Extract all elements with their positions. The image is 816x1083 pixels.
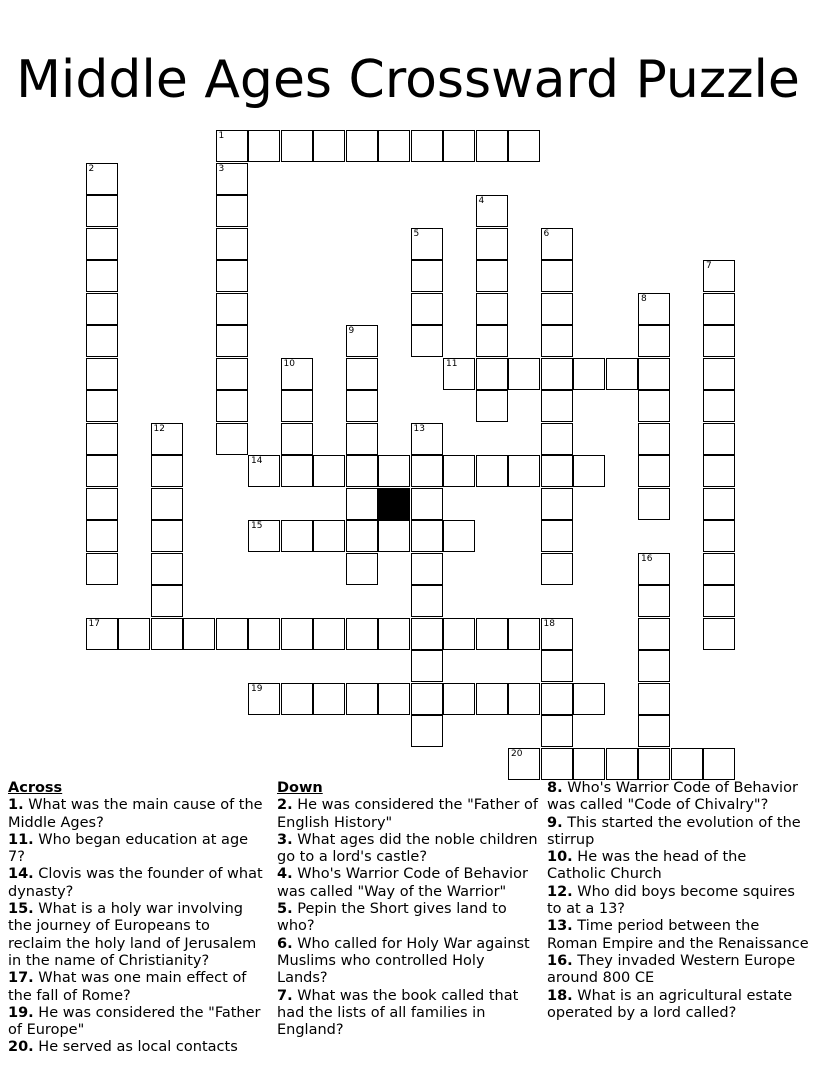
clue-text: What was one main effect of the fall of Rome? — [8, 970, 247, 1004]
grid-cell[interactable] — [86, 163, 118, 195]
grid-cell[interactable] — [541, 260, 573, 292]
grid-cell[interactable] — [508, 618, 540, 650]
grid-cell[interactable] — [411, 585, 443, 617]
grid-cell[interactable] — [508, 683, 540, 715]
grid-cell[interactable] — [541, 390, 573, 422]
grid-cell[interactable] — [638, 748, 670, 780]
grid-cell[interactable] — [508, 748, 540, 780]
clue-number: 17 — [88, 618, 100, 629]
grid-cell[interactable] — [411, 553, 443, 585]
grid-cell[interactable] — [443, 618, 475, 650]
clue-number: 8 — [641, 293, 647, 304]
clue-num: 11. — [8, 831, 34, 848]
grid-cell[interactable] — [638, 293, 670, 325]
grid-cell[interactable] — [281, 455, 313, 487]
grid-cell[interactable] — [281, 683, 313, 715]
grid-cell[interactable] — [151, 585, 183, 617]
grid-cell[interactable] — [443, 683, 475, 715]
grid-cell[interactable] — [378, 683, 410, 715]
grid-cell[interactable] — [508, 455, 540, 487]
grid-cell[interactable] — [476, 260, 508, 292]
grid-cell[interactable] — [216, 293, 248, 325]
grid-cell[interactable] — [638, 455, 670, 487]
grid-cell[interactable] — [86, 358, 118, 390]
grid-cell[interactable] — [86, 488, 118, 520]
down-heading: Down — [277, 780, 323, 796]
grid-cell[interactable] — [248, 618, 280, 650]
clue-number: 20 — [511, 748, 523, 759]
grid-cell[interactable] — [573, 748, 605, 780]
grid-cell[interactable] — [216, 130, 248, 162]
across-clue — [8, 866, 263, 901]
across-clue — [8, 797, 263, 832]
grid-cell[interactable] — [573, 455, 605, 487]
clue-num: 9. — [547, 814, 563, 831]
grid-cell[interactable] — [248, 455, 280, 487]
clue-number: 14 — [251, 456, 263, 466]
down-clue — [547, 918, 809, 953]
grid-cell[interactable] — [281, 130, 313, 162]
clue-number: 1 — [218, 131, 225, 141]
grid-cell[interactable] — [476, 195, 508, 227]
down-clue — [277, 988, 539, 1040]
clue-number: 12 — [153, 423, 165, 434]
clue-num: 10. — [547, 849, 573, 866]
grid-cell[interactable] — [638, 488, 670, 520]
grid-cell[interactable] — [541, 683, 573, 715]
down-clue — [277, 832, 539, 867]
grid-cell[interactable] — [508, 358, 540, 390]
grid-cell[interactable] — [411, 683, 443, 715]
clue-num: 17. — [8, 970, 34, 987]
grid-cell[interactable] — [638, 585, 670, 617]
clue-text: Who began education at age 7? — [8, 831, 249, 866]
down-clue — [547, 780, 809, 815]
grid-cell[interactable] — [313, 683, 345, 715]
grid-cell[interactable] — [346, 358, 378, 390]
across-clues — [8, 780, 263, 1057]
grid-cell[interactable] — [638, 715, 670, 747]
grid-cell[interactable] — [411, 325, 443, 357]
grid-cell[interactable] — [703, 358, 735, 390]
grid-cell[interactable] — [281, 618, 313, 650]
down-clue — [547, 815, 809, 850]
grid-cell[interactable] — [411, 228, 443, 260]
grid-cell[interactable] — [703, 618, 735, 650]
grid-cell[interactable] — [248, 130, 280, 162]
grid-cell[interactable] — [216, 195, 248, 227]
grid-cell[interactable] — [411, 520, 443, 552]
clue-num: 5. — [277, 901, 293, 918]
grid-cell[interactable] — [216, 358, 248, 390]
clue-text: He was the head of the Catholic Church — [547, 849, 747, 883]
grid-cell[interactable] — [703, 488, 735, 520]
clue-number: 10 — [283, 358, 295, 369]
clue-num: 7. — [277, 987, 293, 1004]
grid-cell[interactable] — [281, 520, 313, 552]
clue-num: 8. — [547, 780, 563, 796]
clue-number: 11 — [446, 358, 458, 369]
clue-num: 4. — [277, 866, 293, 883]
clue-num: 18. — [547, 987, 573, 1004]
down-clue — [547, 884, 809, 919]
grid-cell[interactable] — [216, 325, 248, 357]
clue-text: He was considered the "Father of Europe" — [8, 1004, 261, 1039]
grid-cell[interactable] — [443, 130, 475, 162]
clue-text: What is an agricultural estate operated by a lord called? — [547, 987, 793, 1021]
grid-cell[interactable] — [638, 618, 670, 650]
down-clue — [547, 953, 809, 988]
grid-cell[interactable] — [476, 358, 508, 390]
grid-cell[interactable] — [411, 650, 443, 682]
clue-text: What was the book called that had the lists of all families in England? — [277, 987, 519, 1039]
clue-text: What was the main cause of the Middle Ages? — [8, 797, 263, 831]
grid-cell[interactable] — [638, 650, 670, 682]
grid-cell[interactable] — [541, 293, 573, 325]
grid-cell[interactable] — [638, 423, 670, 455]
grid-cell[interactable] — [346, 455, 378, 487]
grid-cell[interactable] — [216, 163, 248, 195]
grid-cell[interactable] — [313, 520, 345, 552]
clue-num: 16. — [547, 952, 573, 969]
down-clue — [277, 797, 539, 832]
grid-cell[interactable] — [411, 260, 443, 292]
clue-num: 14. — [8, 866, 34, 883]
clue-num: 2. — [277, 797, 293, 814]
grid-cell[interactable] — [151, 455, 183, 487]
grid-cell[interactable] — [703, 423, 735, 455]
grid-cell[interactable] — [151, 423, 183, 455]
grid-cell[interactable] — [541, 520, 573, 552]
grid-cell[interactable] — [606, 358, 638, 390]
grid-cell[interactable] — [541, 228, 573, 260]
down-clues-continued — [547, 780, 809, 1022]
grid-cell[interactable] — [216, 228, 248, 260]
clue-num: 20. — [8, 1039, 34, 1056]
grid-cell[interactable] — [86, 195, 118, 227]
grid-cell[interactable] — [703, 585, 735, 617]
grid-cell[interactable] — [703, 748, 735, 780]
down-clue — [547, 988, 809, 1023]
clue-number: 18 — [543, 618, 555, 629]
clue-text: He was considered the "Father of English History" — [277, 797, 538, 831]
grid-cell[interactable] — [86, 423, 118, 455]
clue-num: 19. — [8, 1004, 34, 1021]
grid-cell[interactable] — [411, 618, 443, 650]
grid-cell[interactable] — [443, 455, 475, 487]
page-title: Middle Ages Crossward Puzzle — [16, 50, 800, 110]
clue-text: Who called for Holy War against Muslims who controlled Holy Lands? — [277, 935, 530, 987]
grid-cell[interactable] — [346, 488, 378, 520]
grid-cell[interactable] — [378, 520, 410, 552]
grid-cell[interactable] — [476, 390, 508, 422]
grid-cell[interactable] — [86, 228, 118, 260]
grid-cell[interactable] — [541, 325, 573, 357]
clue-num: 15. — [8, 901, 34, 918]
grid-cell[interactable] — [703, 553, 735, 585]
grid-cell[interactable] — [476, 683, 508, 715]
grid-cell[interactable] — [151, 488, 183, 520]
across-clue — [8, 901, 263, 970]
grid-cell[interactable] — [541, 423, 573, 455]
across-clue — [8, 1005, 263, 1040]
clue-number: 15 — [251, 521, 263, 531]
grid-cell[interactable] — [346, 683, 378, 715]
clue-number: 13 — [413, 423, 425, 434]
down-clue — [277, 901, 539, 936]
grid-cell[interactable] — [411, 130, 443, 162]
grid-cell[interactable] — [541, 358, 573, 390]
grid-cell[interactable] — [346, 390, 378, 422]
clue-number: 5 — [413, 228, 420, 239]
clue-number: 4 — [478, 196, 485, 206]
grid-cell[interactable] — [573, 358, 605, 390]
grid-cell[interactable] — [378, 618, 410, 650]
grid-cell[interactable] — [216, 618, 248, 650]
grid-cell[interactable] — [541, 488, 573, 520]
grid-cell[interactable] — [703, 325, 735, 357]
grid-cell[interactable] — [183, 618, 215, 650]
grid-cell[interactable] — [346, 325, 378, 357]
grid-cell[interactable] — [281, 390, 313, 422]
grid-cell[interactable] — [378, 455, 410, 487]
clue-num: 6. — [277, 935, 293, 952]
grid-cell[interactable] — [573, 683, 605, 715]
grid-cell[interactable] — [151, 520, 183, 552]
grid-cell[interactable] — [671, 748, 703, 780]
grid-cell[interactable] — [378, 130, 410, 162]
clue-text: He served as local contacts — [33, 1039, 238, 1056]
down-clue — [547, 849, 809, 884]
clue-number: 19 — [251, 683, 263, 694]
grid-cell[interactable] — [86, 520, 118, 552]
grid-cell[interactable] — [703, 293, 735, 325]
grid-cell[interactable] — [508, 130, 540, 162]
clue-num: 1. — [8, 797, 24, 814]
grid-cell[interactable] — [281, 358, 313, 390]
grid-cell[interactable] — [281, 423, 313, 455]
grid-cell[interactable] — [638, 390, 670, 422]
grid-cell[interactable] — [443, 520, 475, 552]
clue-text: Clovis was the founder of what dynasty? — [8, 866, 263, 900]
across-clue — [8, 970, 263, 1005]
grid-cell[interactable] — [606, 748, 638, 780]
grid-cell[interactable] — [541, 715, 573, 747]
grid-cell[interactable] — [638, 325, 670, 357]
grid-cell[interactable] — [541, 553, 573, 585]
grid-cell[interactable] — [248, 683, 280, 715]
grid-cell[interactable] — [313, 455, 345, 487]
grid-cell[interactable] — [476, 455, 508, 487]
clue-text: What ages did the noble children go to a lord's castle? — [277, 831, 538, 866]
grid-cell[interactable] — [638, 553, 670, 585]
grid-cell[interactable] — [541, 748, 573, 780]
clue-text: Time period between the Roman Empire and the Renaissance — [547, 918, 809, 952]
clue-num: 13. — [547, 918, 573, 935]
grid-cell[interactable] — [118, 618, 150, 650]
grid-cell[interactable] — [86, 293, 118, 325]
grid-cell[interactable] — [346, 553, 378, 585]
grid-cell[interactable] — [313, 618, 345, 650]
down-clue — [277, 936, 539, 988]
clue-text: Who's Warrior Code of Behavior was called "Way of the Warrior" — [277, 866, 528, 900]
clue-number: 2 — [88, 163, 95, 174]
grid-cell[interactable] — [476, 228, 508, 260]
down-clue — [277, 866, 539, 901]
grid-cell[interactable] — [86, 325, 118, 357]
clue-text: Who's Warrior Code of Behavior was called "Code of Chivalry"? — [547, 780, 798, 814]
grid-cell[interactable] — [346, 423, 378, 455]
black-square — [378, 488, 410, 520]
clue-num: 12. — [547, 883, 573, 900]
grid-cell[interactable] — [313, 130, 345, 162]
across-heading: Across — [8, 780, 63, 796]
across-clue — [8, 1039, 263, 1056]
clue-text: They invaded Western Europe around 800 CE — [547, 952, 796, 987]
grid-cell[interactable] — [86, 455, 118, 487]
grid-cell[interactable] — [541, 618, 573, 650]
grid-cell[interactable] — [86, 553, 118, 585]
clue-number: 3 — [218, 163, 225, 174]
grid-cell[interactable] — [703, 260, 735, 292]
clue-text: Pepin the Short gives land to who? — [277, 901, 507, 935]
grid-cell[interactable] — [151, 553, 183, 585]
clue-number: 7 — [706, 261, 712, 271]
grid-cell[interactable] — [703, 390, 735, 422]
grid-cell[interactable] — [411, 293, 443, 325]
grid-cell[interactable] — [86, 260, 118, 292]
grid-cell[interactable] — [411, 715, 443, 747]
grid-cell[interactable] — [411, 423, 443, 455]
grid-cell[interactable] — [411, 488, 443, 520]
clue-num: 3. — [277, 831, 293, 848]
clue-text: What is a holy war involving the journey of Europeans to reclaim the holy land of Jerusalem in the name of Christianity? — [8, 901, 257, 969]
grid-cell[interactable] — [216, 423, 248, 455]
clue-number: 6 — [543, 228, 550, 239]
grid-cell[interactable] — [541, 650, 573, 682]
grid-cell[interactable] — [476, 130, 508, 162]
grid-cell[interactable] — [638, 683, 670, 715]
grid-cell[interactable] — [443, 358, 475, 390]
grid-cell[interactable] — [346, 130, 378, 162]
grid-cell[interactable] — [248, 520, 280, 552]
clue-number: 16 — [641, 553, 653, 564]
grid-cell[interactable] — [86, 618, 118, 650]
clue-text: Who did boys become squires to at a 13? — [547, 883, 795, 918]
grid-cell[interactable] — [476, 325, 508, 357]
grid-cell[interactable] — [703, 520, 735, 552]
grid-cell[interactable] — [638, 358, 670, 390]
grid-cell[interactable] — [216, 260, 248, 292]
grid-cell[interactable] — [703, 455, 735, 487]
grid-cell[interactable] — [346, 618, 378, 650]
grid-cell[interactable] — [541, 455, 573, 487]
clue-number: 9 — [348, 326, 355, 336]
grid-cell[interactable] — [346, 520, 378, 552]
grid-cell[interactable] — [86, 390, 118, 422]
grid-cell[interactable] — [411, 455, 443, 487]
grid-cell[interactable] — [476, 618, 508, 650]
across-clue — [8, 832, 263, 867]
down-clues — [277, 780, 539, 1039]
grid-cell[interactable] — [151, 618, 183, 650]
grid-cell[interactable] — [476, 293, 508, 325]
clue-text: This started the evolution of the stirrup — [547, 814, 801, 848]
grid-cell[interactable] — [216, 390, 248, 422]
